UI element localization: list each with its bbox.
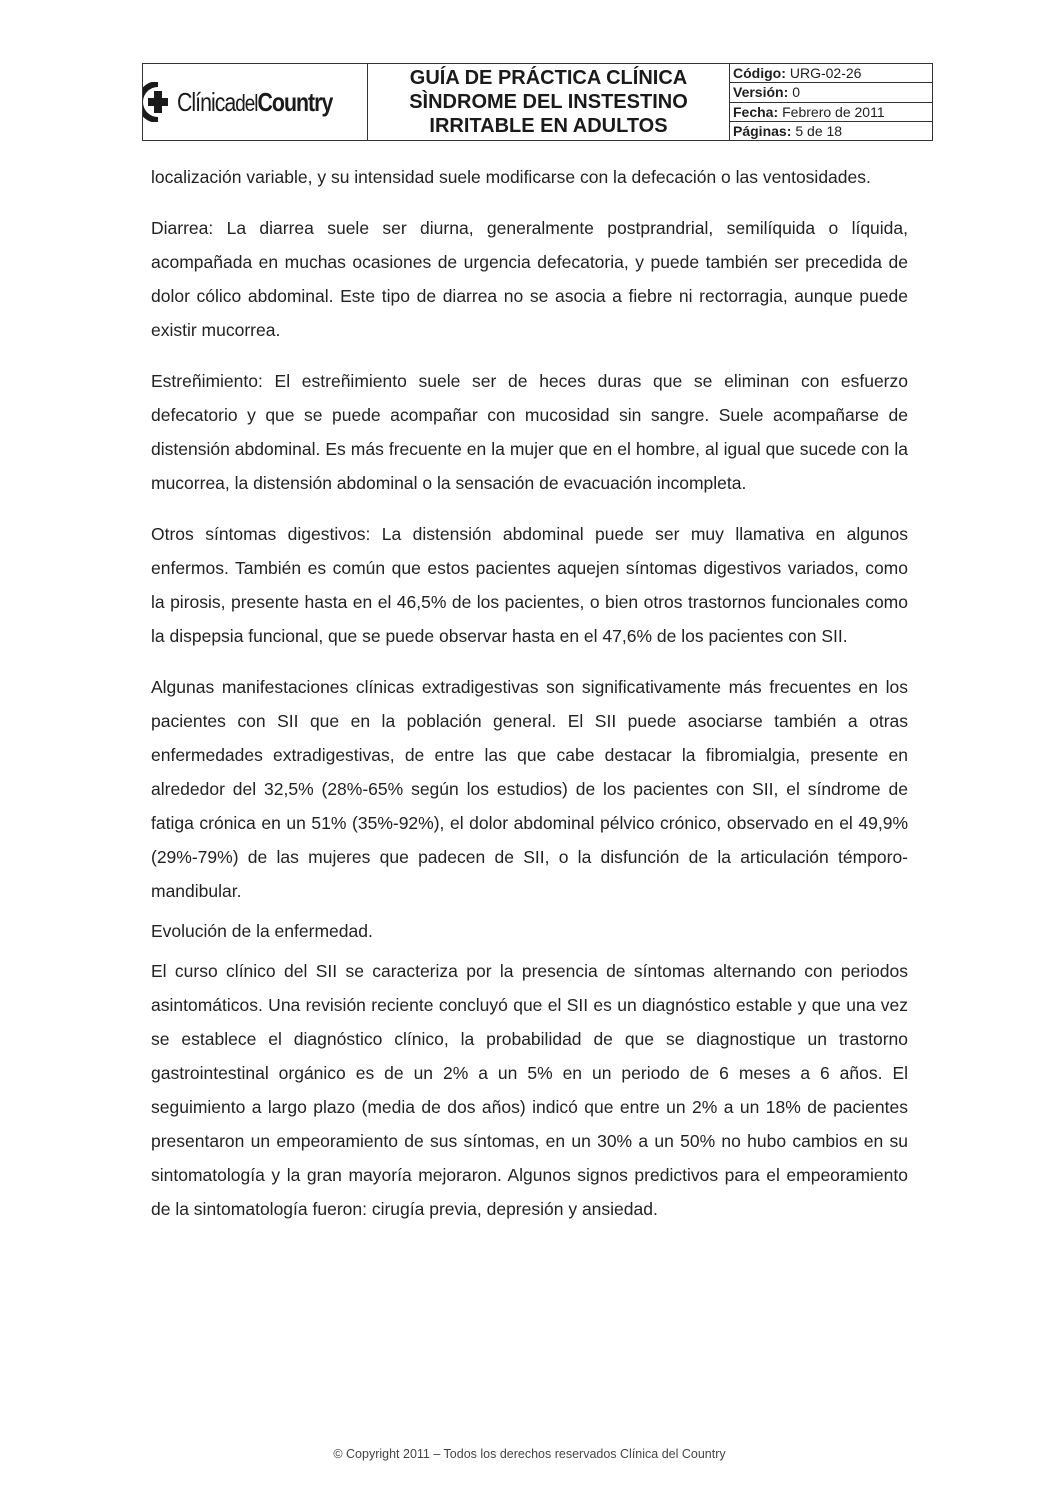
document-body — [151, 160, 908, 1243]
meta-code-value: URG-02-26 — [789, 65, 862, 82]
logo-text-clinica: Clínica — [177, 86, 236, 117]
meta-date-value: Febrero de 2011 — [782, 103, 885, 120]
guide-title-line-1: GUÍA DE PRÁCTICA CLÍNICA — [409, 67, 688, 89]
logo-text-del: del — [235, 89, 258, 116]
meta-version-label: Versión: — [733, 84, 789, 101]
copyright-footer: © Copyright 2011 – Todos los derechos reservados Clínica del Country — [333, 1447, 726, 1461]
paragraph-diarrea: Diarrea: La diarrea suele ser diurna, generalmente postprandrial, semilíquida o líquida, acompañada en muchas ocasiones de urgencia defecatoria, y puede también ser precedida de dolor cólico abdominal. Este tipo de diarrea no se asocia a fiebre ni rectorragia, aunque puede existir mucorrea. — [151, 218, 908, 340]
guide-title-line-2: SÌNDROME DEL INSTESTINO — [409, 91, 688, 113]
meta-version-value: 0 — [792, 84, 801, 101]
paragraph-extradigestivas: Algunas manifestaciones clínicas extradigestivas son significativamente más frecuentes en los pacientes con SII que en la población general. El SII puede asociarse también a otras enfermedades extradigestivas, de entre las que cabe destacar la fibromialgia, presente en alrededor del 32,5% (28%-65% según los estudios) de los pacientes con SII, el síndrome de fatiga crónica en un 51% (35%-92%), el dolor abdominal pélvico crónico, observado en el 49,9% (29%-79%) de las mujeres que padecen de SII, o la disfunción de la articulación témporo-mandibular. — [151, 677, 908, 901]
paragraph-curso-clinico: El curso clínico del SII se caracteriza por la presencia de síntomas alternando con periodos asintomáticos. Una revisión reciente concluyó que el SII es un diagnóstico estable y que una vez se establece el diagnóstico clínico, la probabilidad de que se diagnostique un trastorno gastrointestinal orgánico es de un 2% a un 5% en un periodo de 6 meses a 6 años. El seguimiento a largo plazo (media de dos años) indicó que entre un 2% a un 18% de pacientes presentaron un empeoramiento de sus síntomas, en un 30% a un 50% no hubo cambios en su sintomatología y la gran mayoría mejoraron. Algunos signos predictivos para el empeoramiento de la sintomatología fueron: cirugía previa, depresión y ansiedad. — [151, 961, 908, 1219]
meta-pages-value: 5 de 18 — [795, 122, 843, 139]
cross-logo-icon — [143, 82, 173, 122]
paragraph-continuation: localización variable, y su intensidad suele modificarse con la defecación o las ventosidades. — [151, 167, 871, 187]
clinic-logo — [143, 82, 367, 122]
meta-version — [730, 83, 932, 102]
meta-pages-label: Páginas: — [733, 122, 792, 139]
paragraph-estrenimiento: Estreñimiento: El estreñimiento suele ser de heces duras que se eliminan con esfuerzo defecatorio y que se puede acompañar con mucosidad sin sangre. Suele acompañarse de distensión abdominal. Es más frecuente en la mujer que en el hombre, al igual que sucede con la mucorrea, la distensión abdominal o la sensación de evacuación incompleta. — [151, 371, 908, 493]
logo-text-country: Country — [257, 86, 333, 117]
meta-code — [730, 64, 932, 83]
paragraph-otros-sintomas: Otros síntomas digestivos: La distensión abdominal puede ser muy llamativa en algunos enfermos. También es común que estos pacientes aquejen síntomas digestivos variados, como la pirosis, presente hasta en el 46,5% de los pacientes, o bien otros trastornos funcionales como la dispepsia funcional, que se puede observar hasta en el 47,6% de los pacientes con SII. — [151, 524, 908, 646]
guide-title — [368, 64, 730, 140]
meta-pages — [730, 122, 932, 140]
guide-title-line-3: IRRITABLE EN ADULTOS — [429, 115, 668, 137]
meta-date — [730, 103, 932, 122]
meta-code-label: Código: — [733, 65, 786, 82]
meta-date-label: Fecha: — [733, 103, 779, 120]
logo-cell — [143, 64, 368, 140]
document-header — [142, 63, 933, 141]
section-heading-evolucion: Evolución de la enfermedad. — [151, 921, 373, 941]
document-meta — [730, 64, 932, 140]
logo-text — [177, 87, 333, 118]
